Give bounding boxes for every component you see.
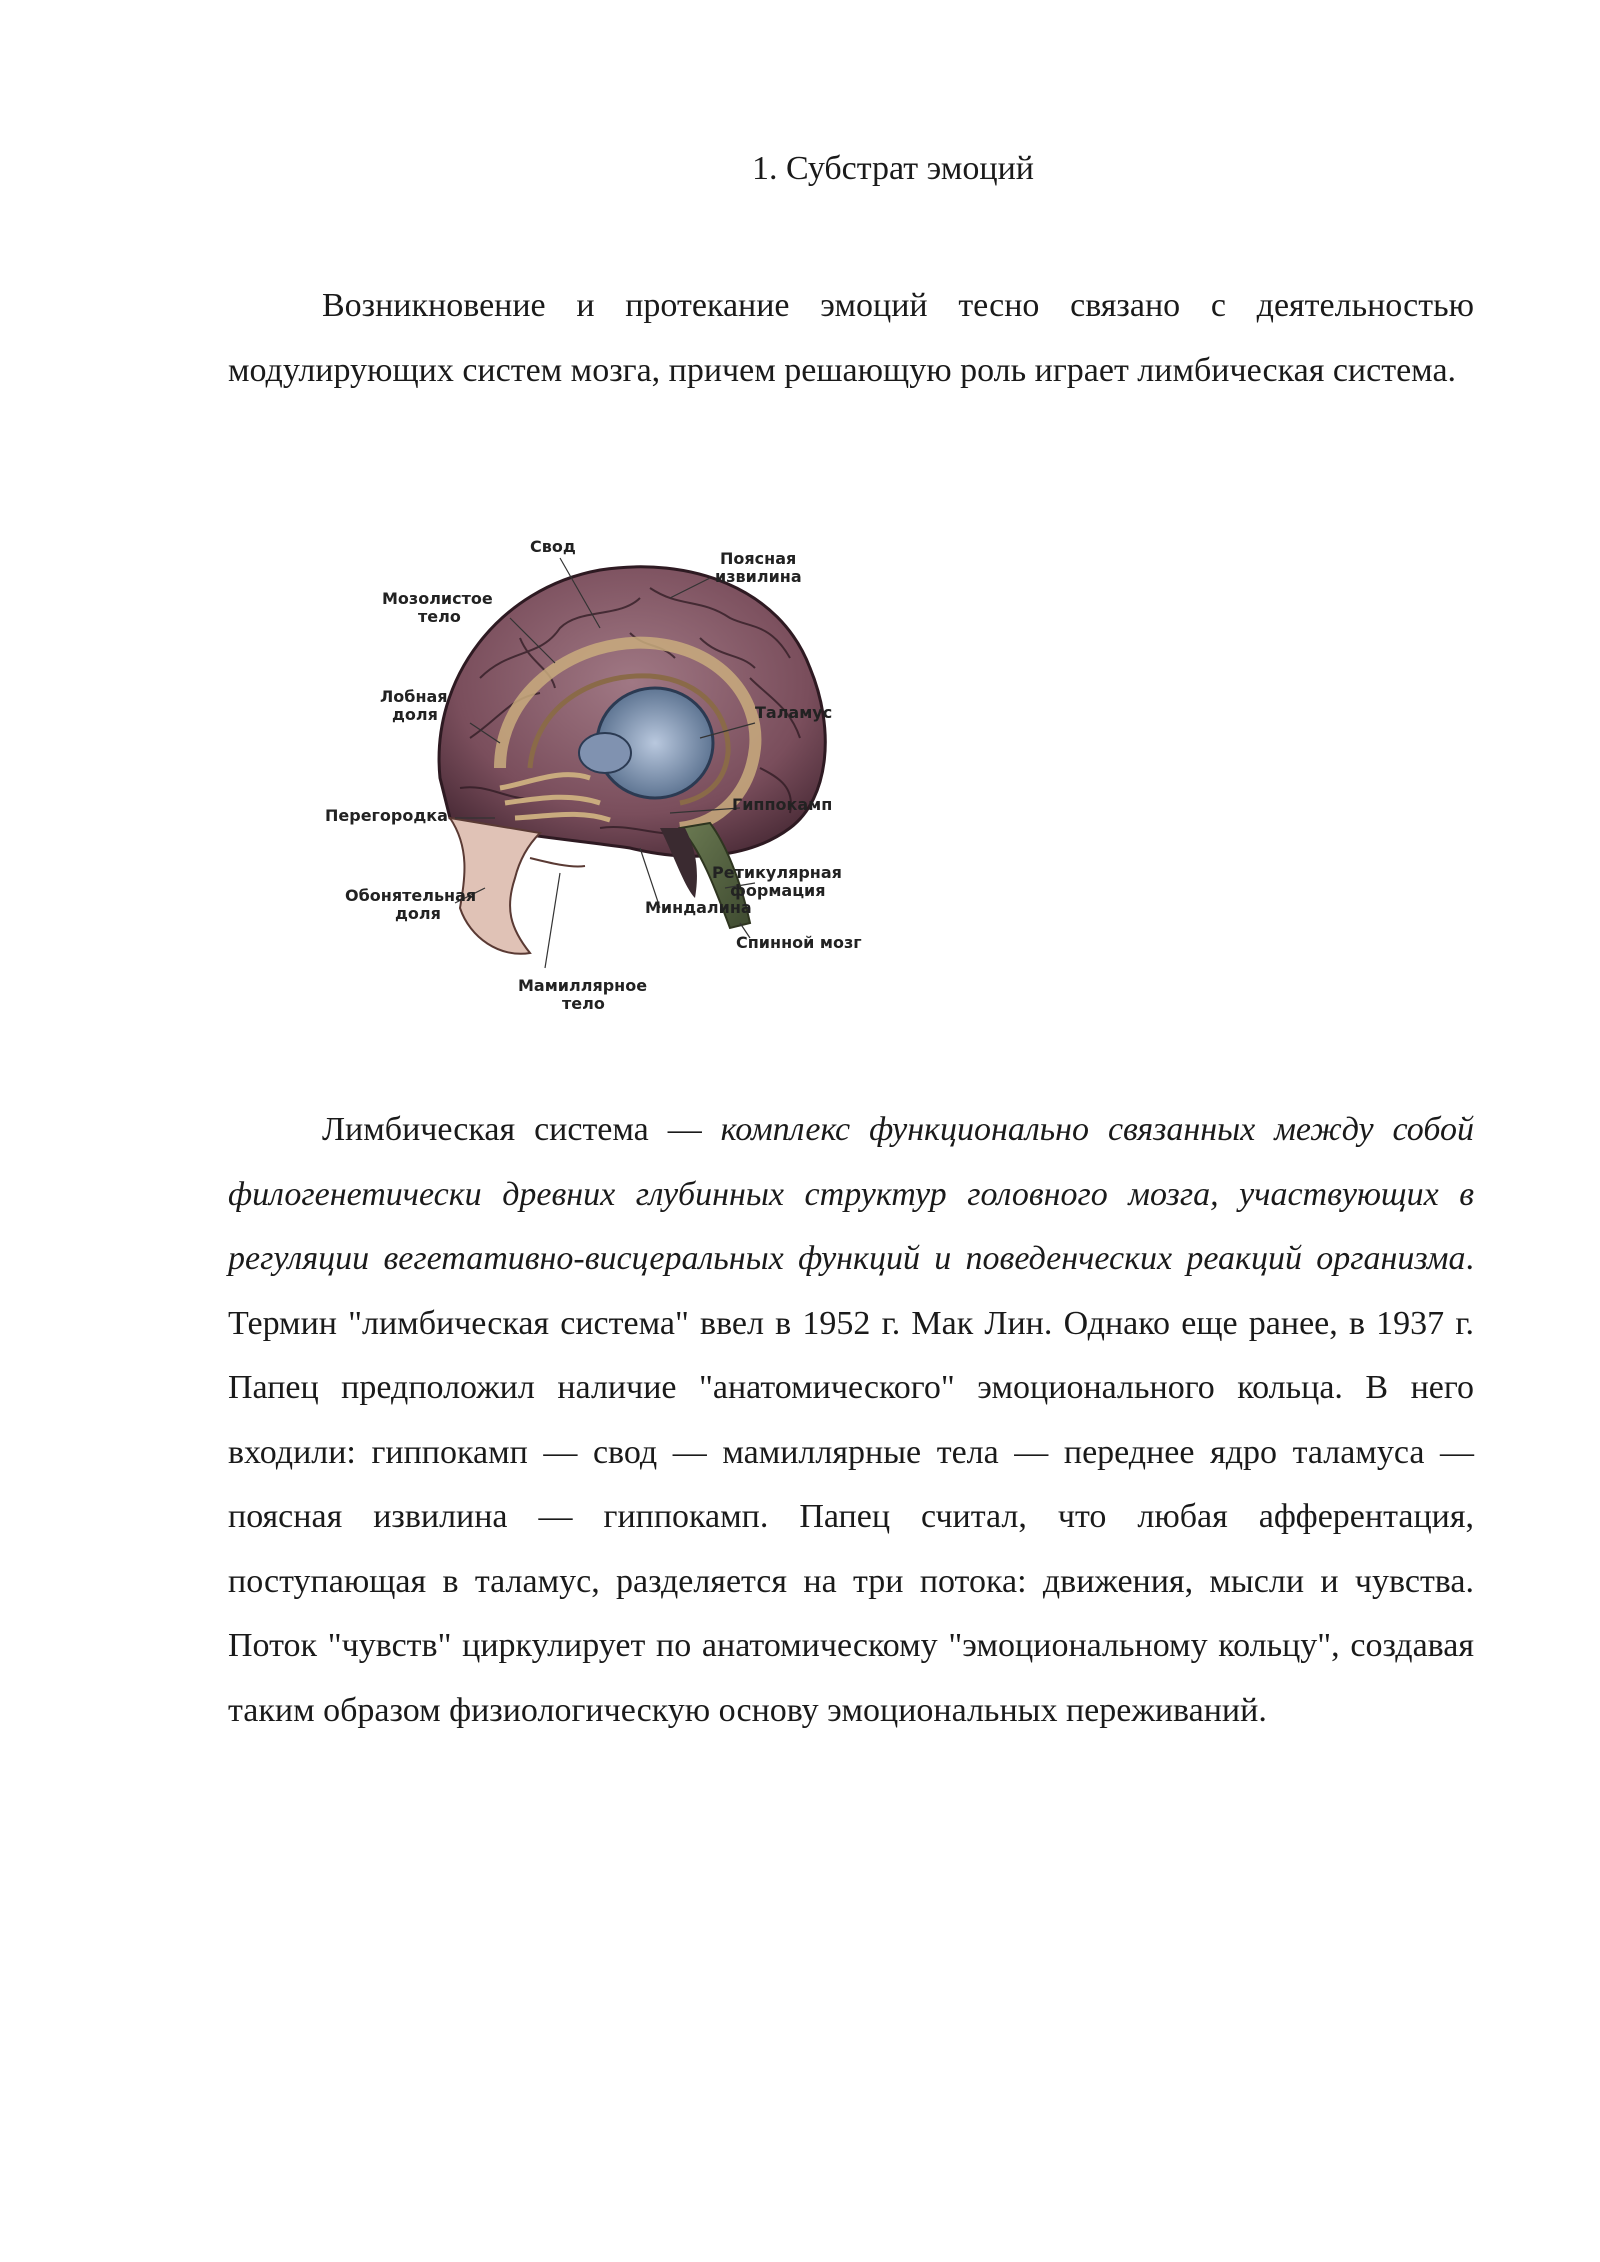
paragraph-rest: . Термин "лимбическая система" ввел в 1952 г. Мак Лин. Однако еще ранее, в 1937 г. Папец предположил наличие "анатомического" эмоционального кольца. В него входили: гиппокамп — свод — мамиллярные тела — переднее ядро таламуса — поясная извилина — гиппокамп. Папец считал, что любая афферентация, поступающая в таламус, разделяется на три потока: движения, мысли и чувства. Поток "чувств" циркулирует по анатомическому "эмоциональному кольцу", создавая таким образом физиологическую основу эмоциональных переживаний. (228, 1240, 1474, 1729)
label-lobnaya-1: Лобная (380, 687, 448, 706)
label-svod: Свод (530, 537, 576, 556)
label-peregorodka: Перегородка (325, 806, 448, 825)
label-retikulyarnaya-1: Ретикулярная (712, 863, 842, 882)
label-spinnoy: Спинной мозг (736, 933, 862, 952)
label-poyasnaya-2: извилина (715, 567, 802, 586)
label-obonyatelnaya-2: доля (395, 904, 441, 923)
brain-illustration (300, 528, 980, 1028)
label-mamillyarnoe-2: тело (562, 994, 605, 1013)
label-poyasnaya-1: Поясная (720, 549, 797, 568)
brain-diagram (300, 528, 980, 1028)
label-gippokamp: Гиппокамп (732, 795, 833, 814)
label-obonyatelnaya-1: Обонятельная (345, 886, 477, 905)
limbic-definition-paragraph (228, 1098, 1474, 1743)
label-mozolistoe-1: Мозолистое (382, 589, 493, 608)
section-heading: 1. Субстрат эмоций (751, 150, 1034, 187)
label-mamillyarnoe-1: Мамиллярное (518, 976, 648, 995)
label-mindalina: Миндалина (645, 898, 752, 917)
intro-paragraph: Возникновение и протекание эмоций тесно связано с деятельностью модулирующих систем мозга, причем решающую роль играет лимбическая система. (228, 287, 1474, 389)
label-talamus: Таламус (755, 703, 833, 722)
label-lobnaya-2: доля (392, 705, 438, 724)
definition-italic: комплекс функционально связанных между собой филогенетически древних глубинных структур головного мозга, участвующих в регуляции вегетативно-висцеральных функций и поведенческих реакций организма (228, 1111, 1475, 1277)
paragraph-lead: Лимбическая система — (322, 1111, 721, 1148)
label-retikulyarnaya-2: формация (730, 881, 826, 900)
label-mozolistoe-2: тело (418, 607, 461, 626)
